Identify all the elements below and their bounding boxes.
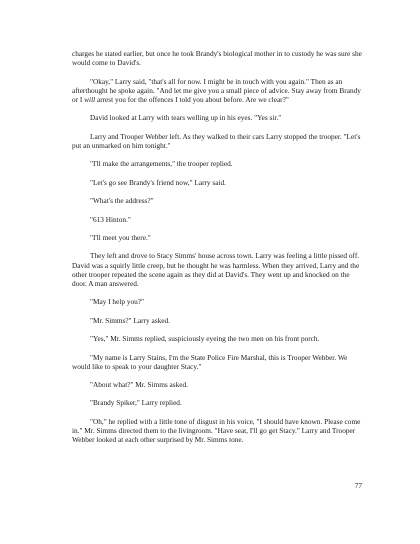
paragraph: "Oh," he replied with a little tone of disgust in his voice, "I should have known. Please come in." Mr. Simms directed them to the livingroom. "Have seat, I'll go get Stacy." Larry and Trooper Webber looked at each other surprised by Mr. Simms tone. [72,416,361,445]
paragraph: David looked at Larry with tears welling up in his eyes. "Yes sir." [90,113,282,123]
body-text [72,49,362,454]
paragraph: "Yes," Mr. Simms replied, suspiciously eyeing the two men on his front porch. [90,334,320,344]
paragraph: "I'll meet you there." [90,232,151,242]
paragraph: Larry and Trooper Webber left. As they walked to their cars Larry stopped the trooper. "Let's put an unmarked on him tonight." [72,131,361,150]
paragraph: "What's the address?" [90,196,154,206]
paragraph: "Mr. Simms?" Larry asked. [90,315,170,325]
paragraph: They left and drove to Stacy Simms' house across town. Larry was feeling a little pissed off. David was a squirly little creep, but he thought he was harmless. When they arrived, Larry and the other trooper repeated the scene again as they did at David's. They went up and knocked on the door. A man answered. [72,251,360,288]
paragraph: charges he stated earlier, but once he took Brandy's biological mother in to custody he was sure she would come to David's. [72,49,362,68]
paragraph: "613 Hinton." [90,214,131,224]
paragraph: "I'll make the arrangements," the trooper replied. [90,159,233,169]
paragraph: "Okay," Larry said, "that's all for now. I might be in touch with you again." Then as an afterthought he spoke again. "And let me give you a small piece of advice. Stay away from Brandy or I will arrest you for the offences I told you about before. Are we clear?" [72,76,361,104]
paragraph: "May I help you?" [90,297,144,307]
paragraph: "About what?" Mr. Simms asked. [90,380,188,390]
paragraph: "Let's go see Brandy's friend now," Larry said. [90,177,226,187]
paragraph: "Brandy Spiker," Larry replied. [90,398,182,408]
paragraph: "My name is Larry Stains, I'm the State Police Fire Marshal, this is Trooper Webber. We would like to speak to your daughter Stacy." [72,352,348,371]
page-number: 77 [354,481,362,490]
